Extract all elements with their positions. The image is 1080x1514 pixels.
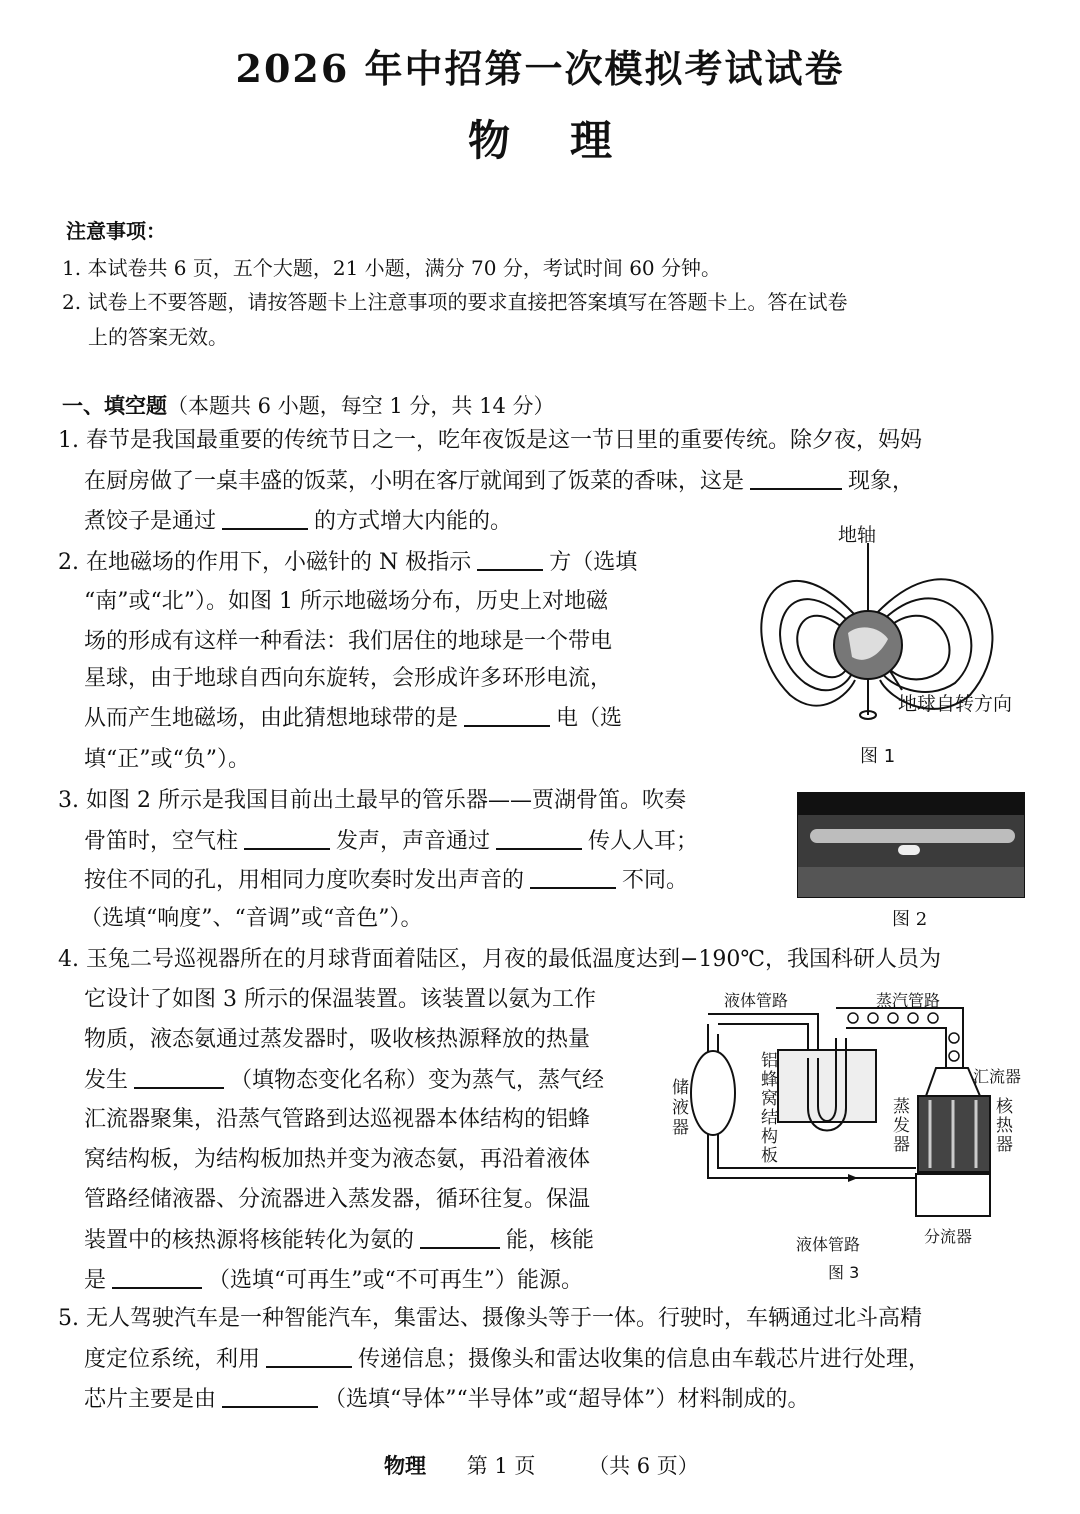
q4-blank-2 — [420, 1225, 500, 1249]
q5-line-2 — [84, 1344, 930, 1375]
figure-1-geomagnetic-field — [730, 515, 1050, 775]
honeycomb-plate — [778, 1050, 876, 1122]
q3-text: 骨笛时，空气柱 — [84, 829, 239, 854]
reservoir-shape — [691, 1051, 735, 1135]
figure-3-thermal-device — [668, 988, 1038, 1288]
q5-blank-1 — [266, 1344, 352, 1368]
fig3-vapor-pipe: 蒸汽管路 — [876, 991, 941, 1010]
q2-text: 从而产生地磁场，由此猜想地球带的是 — [84, 706, 459, 731]
q1-line-3 — [84, 506, 512, 537]
q3-line-4: （选填“响度”、“音调”或“音色”）。 — [80, 906, 423, 931]
q4-line-1: 4. 玉兔二号巡视器所在的月球背面着陆区，月夜的最低温度达到−190℃，我国科研人员为 — [58, 947, 942, 972]
vapor-bubble — [949, 1033, 959, 1043]
notice-item-2-cont: 上的答案无效。 — [88, 325, 228, 349]
fig1-caption: 图 1 — [860, 746, 896, 767]
q2-line-1 — [58, 547, 637, 578]
q5-line-3 — [84, 1384, 810, 1415]
vapor-bubble — [848, 1013, 858, 1023]
q1-blank-1 — [750, 466, 842, 490]
q2-text: 2. 在地磁场的作用下，小磁针的 N 极指示 — [58, 550, 472, 575]
q4-blank-3 — [112, 1265, 202, 1289]
footer — [384, 1451, 699, 1481]
q4-line-3: 物质，液态氨通过蒸发器时，吸收核热源释放的热量 — [84, 1027, 591, 1052]
q2-blank-1 — [477, 547, 543, 571]
bone-flute — [810, 829, 1015, 843]
q3-blank-1 — [244, 826, 330, 850]
vapor-bubble — [868, 1013, 878, 1023]
q4-line-6: 窝结构板，为结构板加热并变为液态氨，再沿着液体 — [84, 1147, 591, 1172]
fig3-evaporator: 蒸发器 — [893, 1097, 910, 1155]
q2-line-4: 星球，由于地球自西向东旋转，会形成许多环形电流， — [84, 666, 613, 691]
q4-line-2: 它设计了如图 3 所示的保温装置。该装置以氨为工作 — [84, 987, 596, 1012]
footer-subject: 物理 — [384, 1453, 426, 1478]
fig3-splitter: 分流器 — [924, 1227, 973, 1246]
fig3-honeycomb: 铝蜂窝结构板 — [761, 1051, 778, 1166]
q1-text: 煮饺子是通过 — [84, 509, 217, 534]
vapor-bubble — [928, 1013, 938, 1023]
q4-line-7: 管路经储液器、分流器进入蒸发器，循环往复。保温 — [84, 1187, 591, 1212]
q3-text: 不同。 — [622, 868, 689, 893]
section-title: 一、填空题 — [62, 393, 167, 418]
photo-top-band — [798, 793, 1024, 815]
q2-blank-2 — [464, 703, 550, 727]
fig1-rotation-label: 地球自转方向 — [898, 693, 1013, 715]
q4-line-9 — [84, 1265, 583, 1296]
notice-heading: 注意事项： — [66, 219, 166, 243]
q4-text: 发生 — [84, 1068, 129, 1093]
fig3-liquid-pipe-bottom: 液体管路 — [796, 1235, 861, 1254]
subject-title: 物理 — [467, 116, 672, 165]
q4-text: （填物态变化名称）变为蒸气，蒸气经 — [230, 1068, 605, 1093]
fig1-axis-label: 地轴 — [838, 524, 877, 546]
q1-blank-2 — [222, 506, 308, 530]
q1-text: 现象， — [848, 469, 915, 494]
photo-base — [798, 867, 1024, 897]
q4-line-8 — [84, 1225, 594, 1256]
q5-blank-2 — [222, 1384, 318, 1408]
vapor-bubble — [949, 1051, 959, 1061]
q2-text: 方（选填 — [549, 550, 638, 575]
q3-line-2 — [84, 826, 698, 857]
fig2-caption: 图 2 — [892, 909, 928, 930]
q3-blank-2 — [496, 826, 582, 850]
q4-line-5: 汇流器聚集，沿蒸气管路到达巡视器本体结构的铝蜂 — [84, 1107, 591, 1132]
section-heading — [62, 391, 555, 421]
q4-text: 能，核能 — [506, 1228, 595, 1253]
q1-line-2 — [84, 466, 914, 497]
collector-shape — [926, 1068, 980, 1096]
fig3-liquid-pipe-top: 液体管路 — [724, 991, 789, 1010]
q4-line-4 — [84, 1065, 604, 1096]
q5-text: （选填“导体”“半导体”或“超导体”）材料制成的。 — [324, 1387, 810, 1412]
exam-title: 2026 年中招第一次模拟考试试卷 — [235, 46, 845, 91]
footer-page: 第 1 页 — [466, 1454, 536, 1478]
q5-text: 芯片主要是由 — [84, 1387, 217, 1412]
q3-blank-3 — [530, 865, 616, 889]
vapor-bubble — [908, 1013, 918, 1023]
q3-text: 传人人耳； — [588, 829, 699, 854]
q3-line-1: 3. 如图 2 所示是我国目前出土最早的管乐器——贾湖骨笛。吹奏 — [58, 788, 686, 813]
q3-text: 按住不同的孔，用相同力度吹奏时发出声音的 — [84, 868, 525, 893]
flute-tag — [898, 845, 920, 855]
fig3-nuclear-heater: 核热器 — [996, 1097, 1013, 1155]
q4-text: 是 — [84, 1268, 107, 1293]
figure-2-bone-flute-photo — [797, 792, 1025, 898]
flow-arrowhead — [848, 1174, 858, 1182]
q2-line-3: 场的形成有这样一种看法：我们居住的地球是一个带电 — [84, 629, 613, 654]
q4-blank-1 — [134, 1065, 224, 1089]
q3-line-3 — [84, 865, 688, 896]
q5-text: 传递信息；摄像头和雷达收集的信息由车载芯片进行处理， — [358, 1347, 931, 1372]
q1-text: 在厨房做了一桌丰盛的饭菜，小明在客厅就闻到了饭菜的香味，这是 — [84, 469, 745, 494]
q2-line-2: “南”或“北”）。如图 1 所示地磁场分布，历史上对地磁 — [84, 589, 608, 614]
footer-total: （共 6 页） — [588, 1454, 699, 1478]
notice-item-2: 2. 试卷上不要答题，请按答题卡上注意事项的要求直接把答案填写在答题卡上。答在试卷 — [62, 290, 848, 314]
q2-text: 电（选 — [556, 706, 623, 731]
fig3-caption: 图 3 — [828, 1263, 860, 1282]
vapor-bubble — [888, 1013, 898, 1023]
q3-text: 发声，声音通过 — [336, 829, 491, 854]
q4-text: 装置中的核热源将核能转化为氨的 — [84, 1228, 415, 1253]
q4-text: （选填“可再生”或“不可再生”）能源。 — [208, 1268, 584, 1293]
q5-line-1: 5. 无人驾驶汽车是一种智能汽车，集雷达、摄像头等于一体。行驶时，车辆通过北斗高精 — [58, 1306, 922, 1331]
q1-line-1: 1. 春节是我国最重要的传统节日之一，吃年夜饭是这一节日里的重要传统。除夕夜，妈妈 — [58, 428, 922, 453]
notice-item-1: 1. 本试卷共 6 页，五个大题，21 小题，满分 70 分，考试时间 60 分钟。 — [62, 256, 722, 280]
section-note: （本题共 6 小题，每空 1 分，共 14 分） — [167, 394, 555, 418]
q1-text: 的方式增大内能的。 — [314, 509, 513, 534]
fig3-collector: 汇流器 — [973, 1067, 1022, 1086]
q2-line-6: 填“正”或“负”）。 — [84, 747, 250, 772]
splitter-box — [916, 1174, 990, 1216]
q5-text: 度定位系统，利用 — [84, 1347, 261, 1372]
q2-line-5 — [84, 703, 622, 734]
fig3-reservoir: 储液器 — [672, 1078, 689, 1138]
